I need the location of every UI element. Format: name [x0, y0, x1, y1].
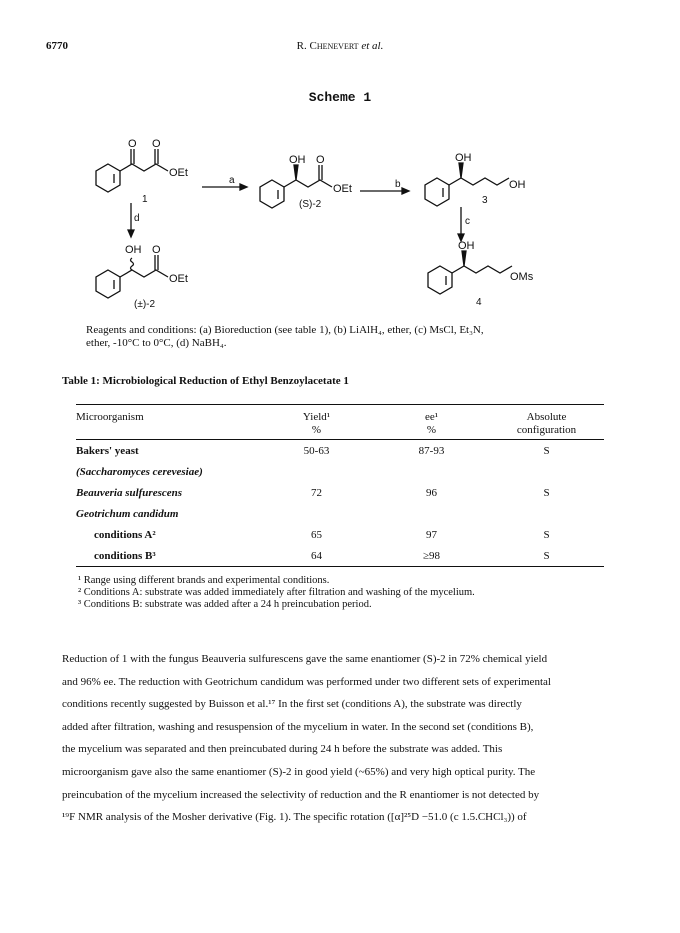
cell-organism: Bakers' yeast [76, 444, 139, 457]
compound-racemic-2 [96, 244, 188, 310]
arrow-b-label: b [395, 179, 401, 190]
table-row [76, 524, 604, 545]
oxo-label: O [316, 154, 325, 166]
cell-yield: 65 [311, 528, 322, 541]
body-line: microorganism gave also the same enantiomer (S)-2 in good yield (~65%) and very high optical purity. The [62, 765, 536, 778]
compound-1-label: 1 [142, 194, 148, 205]
cell-ee: 96 [426, 486, 437, 499]
body-line: added after filtration, washing and resuspension of the mycelium in water. In the second set (conditions B), [62, 720, 534, 733]
compound-4 [428, 240, 534, 308]
table-row [76, 545, 604, 567]
header-ee [374, 405, 489, 440]
cell-yield: 50-63 [303, 444, 330, 457]
arrow-a-label: a [229, 175, 235, 186]
reagents-conditions [86, 324, 606, 350]
cell-config: S [543, 549, 550, 562]
cell-yield: 64 [311, 549, 322, 562]
table-row [76, 482, 604, 503]
oms-label: OMs [510, 271, 534, 283]
compound-s2-label: (S)-2 [299, 199, 322, 210]
cell-organism: Beauveria sulfurescens [76, 486, 183, 499]
table-row [76, 461, 604, 482]
compound-racemic-label: (±)-2 [134, 299, 156, 310]
reagents-line: ether, -10°C to 0°C, (d) NaBH₄. [86, 337, 227, 349]
table-row [76, 440, 604, 462]
table-title: Table 1: Microbiological Reduction of Ethyl Benzoylacetate 1 [62, 375, 349, 387]
reaction-scheme [0, 0, 680, 330]
footnote: ² Conditions A: substrate was added immediately after filtration and washing of the mycelium. [78, 587, 475, 598]
page-number: 6770 [46, 40, 68, 52]
cell-organism: (Saccharomyces cerevesiae) [76, 465, 203, 478]
oet-label: OEt [333, 183, 352, 195]
header-yield [259, 405, 374, 440]
hydroxyl-label: OH [458, 240, 475, 252]
cell-ee: 87-93 [418, 444, 445, 457]
hydroxyl-label: OH [289, 154, 306, 166]
compound-4-label: 4 [476, 297, 482, 308]
header-yield-label: Yield¹ [302, 411, 331, 423]
cell-config [489, 503, 604, 524]
body-line: and 96% ee. The reduction with Geotrichum candidum was performed under two different sets of experimental [62, 675, 551, 688]
cell-ee [374, 503, 489, 524]
author-initial: R. [296, 40, 310, 52]
body-line: ¹⁹F NMR analysis of the Mosher derivative (Fig. 1). The specific rotation ([α]²⁵D −51.0 (c 1.5.CHCl₃)) of [62, 811, 527, 824]
header-yield-unit: % [311, 424, 322, 436]
reagents-line: Reagents and conditions: (a) Bioreduction (see table 1), (b) LiAlH₄, ether, (c) MsCl, Et₃N, [86, 324, 484, 336]
cell-config: S [543, 528, 550, 541]
author-etal: et al. [358, 40, 384, 52]
cell-yield [259, 503, 374, 524]
cell-config: S [543, 444, 550, 457]
footnote: ¹ Range using different brands and experimental conditions. [78, 575, 330, 586]
compound-3-label: 3 [482, 195, 488, 206]
hydroxyl-label: OH [455, 152, 472, 164]
reduction-table [76, 404, 604, 567]
header-config-label: configuration [516, 424, 577, 436]
cell-organism: conditions B³ [94, 549, 156, 562]
oet-label: OEt [169, 167, 188, 179]
cell-yield [259, 461, 374, 482]
footnote: ³ Conditions B: substrate was added after a 24 h preincubation period. [78, 599, 372, 610]
author-surname: Chenevert [309, 40, 359, 52]
body-line: conditions recently suggested by Buisson et al.¹⁷ In the first set (conditions A), the substrate was directly [62, 698, 522, 711]
cell-config: S [543, 486, 550, 499]
cell-organism: Geotrichum candidum [76, 507, 179, 520]
table-header-row [76, 405, 604, 440]
oxo-label: O [152, 138, 161, 150]
cell-organism: conditions A² [94, 528, 156, 541]
compound-s2 [260, 154, 352, 210]
hydroxyl-label: OH [125, 244, 142, 256]
table-footnotes [78, 575, 638, 611]
cell-config [489, 461, 604, 482]
arrow-c-label: c [465, 216, 470, 227]
header-ee-unit: % [426, 424, 437, 436]
oxo-label: O [152, 244, 161, 256]
cell-ee: 97 [426, 528, 437, 541]
oet-label: OEt [169, 273, 188, 285]
terminal-hydroxyl-label: OH [509, 179, 526, 191]
header-microorganism: Microorganism [76, 411, 144, 423]
oxo-label: O [128, 138, 137, 150]
header-abs-label: Absolute [526, 411, 567, 423]
compound-3 [425, 152, 526, 206]
header-ee-label: ee¹ [424, 411, 439, 423]
body-line: preincubation of the mycelium increased the selectivity of reduction and the R enantiomer is not detected by [62, 788, 540, 801]
body-paragraph [62, 648, 632, 829]
arrow-d-label: d [134, 213, 140, 224]
cell-ee [374, 461, 489, 482]
header-configuration [489, 405, 604, 440]
compound-1 [96, 138, 188, 205]
table-row [76, 503, 604, 524]
cell-yield: 72 [311, 486, 322, 499]
body-line: the mycelium was separated and then preincubated during 24 h before the substrate was added. This [62, 743, 503, 756]
body-line: Reduction of 1 with the fungus Beauveria sulfurescens gave the same enantiomer (S)-2 in 72% chemical yield [62, 653, 548, 665]
scheme-title: Scheme 1 [308, 90, 372, 105]
cell-ee: ≥98 [422, 549, 441, 562]
